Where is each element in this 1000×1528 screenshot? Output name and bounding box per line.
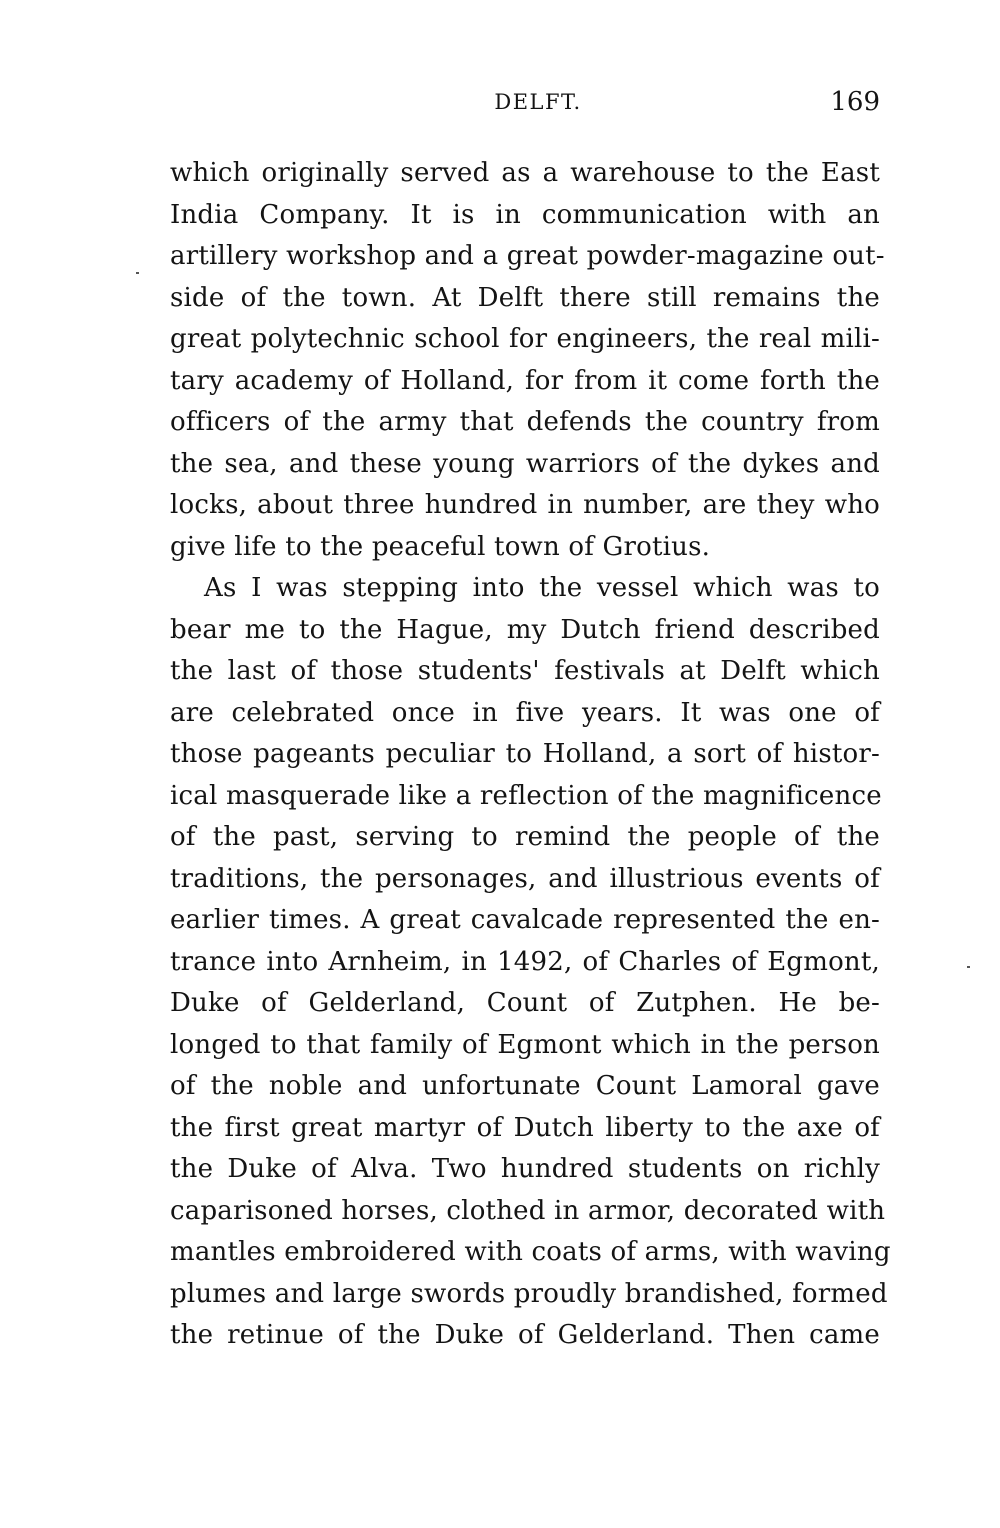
text-line: are celebrated once in five years. It was one of bbox=[170, 697, 880, 728]
text-line: locks, about three hundred in number, are they who bbox=[170, 490, 880, 520]
text-line: the last of those students' festivals at Delft which bbox=[170, 656, 880, 686]
text-line: great polytechnic school for engineers, the real mili- bbox=[170, 324, 880, 354]
text-line: the sea, and these young warriors of the dykes and bbox=[170, 448, 880, 479]
text-line: the retinue of the Duke of Gelderland. Then came bbox=[170, 1320, 880, 1350]
text-line: plumes and large swords proudly brandished, formed bbox=[170, 1278, 888, 1309]
text-line: artillery workshop and a great powder-magazine out- bbox=[170, 241, 885, 271]
text-line: side of the town. At Delft there still remains the bbox=[170, 282, 880, 313]
text-line: officers of the army that defends the country from bbox=[170, 407, 880, 437]
text-line: the first great martyr of Dutch liberty to the axe of bbox=[170, 1112, 880, 1143]
text-line: which originally served as a warehouse to the East bbox=[170, 158, 880, 188]
text-line: those pageants peculiar to Holland, a sort of histor- bbox=[170, 739, 880, 769]
text-line: earlier times. A great cavalcade represented the en- bbox=[170, 905, 880, 935]
text-line: mantles embroidered with coats of arms, with waving bbox=[170, 1237, 891, 1267]
text-line: longed to that family of Egmont which in the person bbox=[170, 1029, 880, 1060]
text-line: Duke of Gelderland, Count of Zutphen. He be- bbox=[170, 988, 880, 1018]
text-line: give life to the peaceful town of Grotius. bbox=[170, 531, 711, 562]
page-number: 169 bbox=[830, 87, 880, 117]
paragraph-start-line: As I was stepping into the vessel which was to bbox=[204, 573, 880, 603]
body-text bbox=[170, 153, 891, 1357]
text-line: tary academy of Holland, for from it come forth the bbox=[170, 365, 880, 396]
text-line: trance into Arnheim, in 1492, of Charles of Egmont, bbox=[170, 946, 880, 977]
text-line: of the noble and unfortunate Count Lamoral gave bbox=[170, 1071, 880, 1101]
text-line: the Duke of Alva. Two hundred students on richly bbox=[170, 1154, 880, 1184]
text-line: ical masquerade like a reflection of the magnificence bbox=[170, 780, 882, 811]
text-line: India Company. It is in communication with an bbox=[170, 199, 880, 230]
scan-speck bbox=[136, 272, 139, 274]
page-header bbox=[170, 86, 880, 126]
text-line: caparisoned horses, clothed in armor, decorated with bbox=[170, 1195, 886, 1226]
text-line: traditions, the personages, and illustrious events of bbox=[170, 863, 880, 894]
text-line: bear me to the Hague, my Dutch friend described bbox=[170, 614, 880, 645]
running-title: DELFT. bbox=[494, 90, 582, 114]
text-line: of the past, serving to remind the people of the bbox=[170, 822, 880, 852]
scan-speck bbox=[967, 966, 970, 968]
